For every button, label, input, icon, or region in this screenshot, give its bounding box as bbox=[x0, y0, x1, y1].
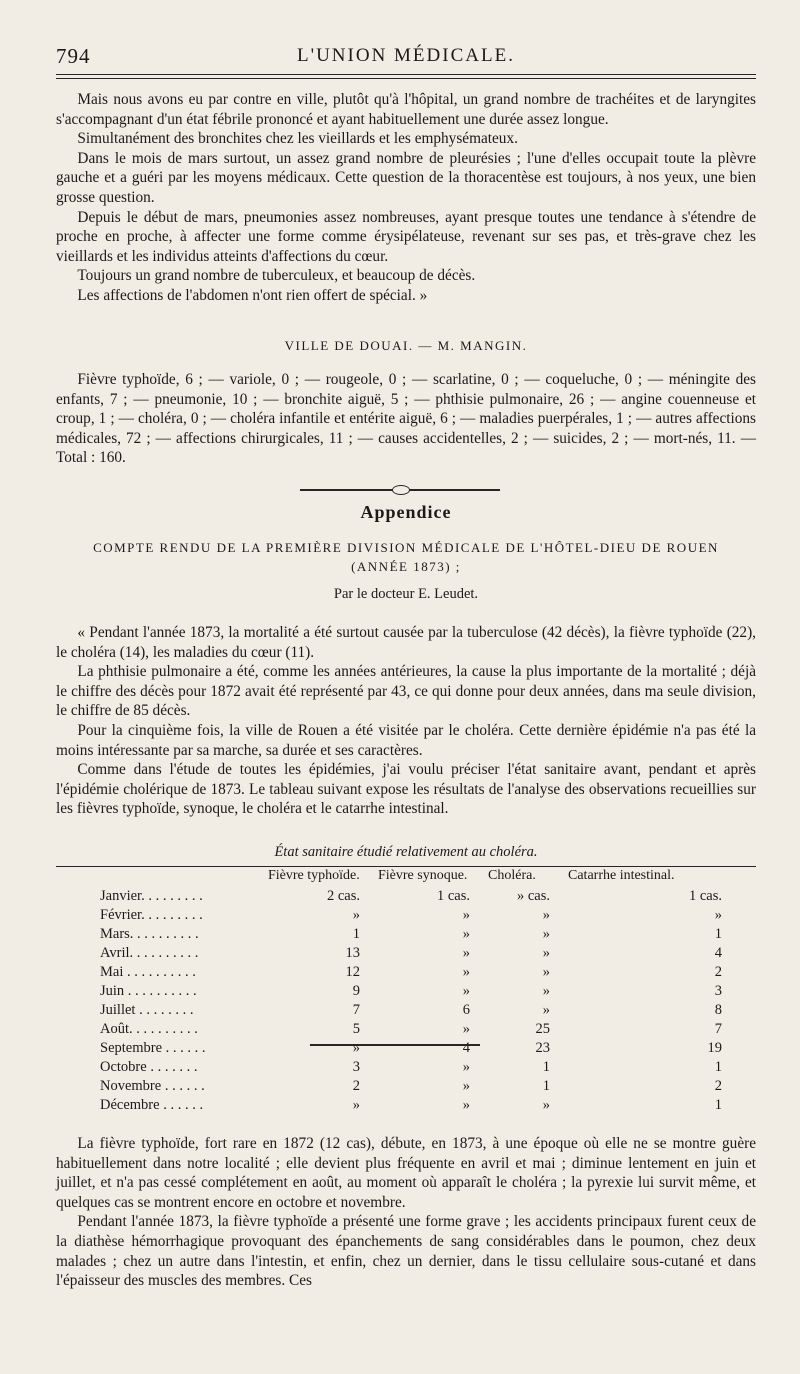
value-cell: 2 bbox=[714, 1078, 722, 1094]
value-cell: » bbox=[352, 1040, 360, 1056]
paragraph: Simultanément des bronchites chez les vieillards et les emphysémateux. bbox=[77, 130, 518, 148]
value-cell: 1 bbox=[542, 1078, 550, 1094]
table-decor-rule bbox=[310, 1044, 480, 1046]
value-cell: 1 bbox=[352, 926, 360, 942]
month-cell: Avril. . . . . . . . . . bbox=[100, 945, 199, 961]
table-row bbox=[100, 1020, 740, 1039]
value-cell: 7 bbox=[352, 1002, 360, 1018]
value-cell: 6 bbox=[462, 1002, 470, 1018]
paragraph: Pendant l'année 1873, la fièvre typhoïde a présenté une forme grave ; les accidents principaux furent ceux de la diathèse hémorrhagique provoquant des épanchements de sang considérables dans le poumon, chez deux malades ; chez un autre dans l'intestin, et enfin, chez un dernier, dans le tissu cellulaire sous-cutané et dans l'épaisseur des muscles des membres. Ces bbox=[56, 1213, 756, 1290]
page-header bbox=[56, 44, 756, 70]
paragraph: « Pendant l'année 1873, la mortalité a été surtout causée par la tuberculose (42 décès), la fièvre typhoïde (22), le choléra (14), les maladies du cœur (11). bbox=[56, 624, 756, 661]
douai-heading: VILLE DE DOUAI. — M. MANGIN. bbox=[284, 338, 528, 353]
value-cell: » bbox=[542, 964, 550, 980]
table-top-rule bbox=[56, 866, 756, 867]
month-cell: Juillet . . . . . . . . bbox=[100, 1002, 194, 1018]
value-cell: 2 bbox=[714, 964, 722, 980]
paragraph: Pour la cinquième fois, la ville de Rouen a été visitée par le choléra. Cette dernière épidémie n'a pas été la moins intéressante par sa marche, sa durée et ses caractères. bbox=[56, 721, 756, 759]
month-cell: Janvier. . . . . . . . . bbox=[100, 888, 203, 904]
paragraph: Toujours un grand nombre de tuberculeux, et beaucoup de décès. bbox=[77, 267, 476, 285]
header-cell: Fièvre synoque. bbox=[378, 868, 468, 883]
value-cell: 1 cas. bbox=[436, 888, 470, 904]
appendix-subtitle: COMPTE RENDU DE LA PREMIÈRE DIVISION MÉDICALE DE L'HÔTEL-DIEU DE ROUEN bbox=[93, 540, 719, 555]
value-cell: 1 bbox=[714, 1097, 722, 1113]
table-caption: État sanitaire étudié relativement au choléra. bbox=[274, 844, 538, 860]
appendix-title: Appendice bbox=[360, 502, 452, 522]
stats-table bbox=[100, 868, 740, 1115]
month-cell: Novembre . . . . . . bbox=[100, 1078, 205, 1094]
table-row bbox=[100, 1058, 740, 1077]
value-cell: 3 bbox=[714, 983, 722, 999]
value-cell: » bbox=[542, 983, 550, 999]
table-row bbox=[100, 963, 740, 982]
value-cell: » bbox=[542, 1097, 550, 1113]
value-cell: 5 bbox=[352, 1021, 360, 1037]
value-cell: 1 bbox=[714, 926, 722, 942]
value-cell: » bbox=[462, 926, 470, 942]
value-cell: » bbox=[714, 907, 722, 923]
value-cell: » bbox=[352, 1097, 360, 1113]
table-row bbox=[100, 944, 740, 963]
running-title: L'UNION MÉDICALE. bbox=[297, 45, 515, 66]
header-rule bbox=[56, 74, 756, 75]
value-cell: 25 bbox=[535, 1021, 550, 1037]
value-cell: » bbox=[462, 983, 470, 999]
value-cell: » bbox=[542, 926, 550, 942]
value-cell: » bbox=[542, 945, 550, 961]
value-cell: » bbox=[462, 1059, 470, 1075]
table-row bbox=[100, 1096, 740, 1115]
table-header-row bbox=[100, 868, 740, 887]
header-cell: Catarrhe intestinal. bbox=[568, 868, 675, 883]
table-row bbox=[100, 906, 740, 925]
value-cell: 9 bbox=[352, 983, 360, 999]
top-text bbox=[56, 90, 756, 306]
value-cell: 1 bbox=[714, 1059, 722, 1075]
table-row bbox=[100, 925, 740, 944]
header-rule-thin bbox=[56, 78, 756, 79]
month-cell: Septembre . . . . . . bbox=[100, 1040, 206, 1056]
table-row bbox=[100, 1001, 740, 1020]
value-cell: 3 bbox=[352, 1059, 360, 1075]
month-cell: Décembre . . . . . . bbox=[100, 1097, 204, 1113]
value-cell: 2 cas. bbox=[326, 888, 360, 904]
value-cell: 2 bbox=[352, 1078, 360, 1094]
month-cell: Février. . . . . . . . . bbox=[100, 907, 203, 923]
value-cell: » cas. bbox=[516, 888, 550, 904]
appendix-text bbox=[56, 623, 756, 819]
value-cell: 4 bbox=[714, 945, 722, 961]
value-cell: 4 bbox=[462, 1040, 470, 1056]
value-cell: 7 bbox=[714, 1021, 722, 1037]
page-number: 794 bbox=[56, 44, 91, 68]
month-cell: Août. . . . . . . . . . bbox=[100, 1021, 198, 1037]
value-cell: 13 bbox=[345, 945, 360, 961]
paragraph: Depuis le début de mars, pneumonies assez nombreuses, ayant presque toutes une tendance à s'étendre de proche en proche, à affecter une forme comme érysipélateuse, revenant sur ses pas, et très-grave chez les vieillards et les individus atteints d'affections du cœur. bbox=[56, 208, 756, 265]
value-cell: 12 bbox=[345, 964, 360, 980]
value-cell: 23 bbox=[535, 1040, 550, 1056]
value-cell: 1 cas. bbox=[688, 888, 722, 904]
douai-stats bbox=[56, 370, 756, 468]
header-cell: Fièvre typhoïde. bbox=[268, 868, 360, 883]
table-row bbox=[100, 887, 740, 906]
paragraph: Les affections de l'abdomen n'ont rien offert de spécial. » bbox=[77, 286, 428, 304]
paragraph: Mais nous avons eu par contre en ville, plutôt qu'à l'hôpital, un grand nombre de trachéites et de laryngites s'accompagnant d'un état fébrile prononcé et ayant habituellement une durée assez longue. bbox=[56, 91, 756, 128]
value-cell: » bbox=[462, 907, 470, 923]
value-cell: » bbox=[542, 1002, 550, 1018]
paragraph: La fièvre typhoïde, fort rare en 1872 (12 cas), débute, en 1873, à une époque où elle ne se montre guère habituellement dans notre localité ; elle devient plus fréquente en avril et mai ; diminue lentement en juin et juillet, et n'a pas cessé complétement en août, au moment où apparaît le choléra ; la pyrexie lui survit même, et quelques cas se montrent encore en octobre et novembre. bbox=[56, 1135, 756, 1211]
month-cell: Mars. . . . . . . . . . bbox=[100, 926, 199, 942]
value-cell: 8 bbox=[714, 1002, 722, 1018]
appendix-author: Par le docteur E. Leudet. bbox=[333, 586, 479, 602]
value-cell: » bbox=[462, 945, 470, 961]
paragraph: La phthisie pulmonaire a été, comme les années antérieures, la cause la plus importante de la mortalité ; déjà le chiffre des décès pour 1872 avait été représenté par 43, ce qui donne pour deux années, dans ma seule division, le chiffre de 85 décès. bbox=[56, 663, 756, 720]
month-cell: Juin . . . . . . . . . . bbox=[100, 983, 197, 999]
paragraph: Comme dans l'étude de toutes les épidémies, j'ai voulu préciser l'état sanitaire avant, pendant et après l'épidémie cholérique de 1873. Le tableau suivant expose les résultats de l'analyse des observations recueillies sur les fièvres typhoïde, synoque, le choléra et le catarrhe intestinal. bbox=[56, 761, 756, 818]
value-cell: » bbox=[462, 964, 470, 980]
table-row bbox=[100, 1039, 740, 1058]
table-row bbox=[100, 1077, 740, 1096]
paragraph: Dans le mois de mars surtout, un assez grand nombre de pleurésies ; l'une d'elles occupait toute la plèvre gauche et a guéri par les moyens médicaux. Cette question de la thoracentèse est toujours, à nos yeux, une bien grosse question. bbox=[56, 149, 756, 206]
closing-text bbox=[56, 1134, 756, 1291]
value-cell: » bbox=[462, 1097, 470, 1113]
value-cell: » bbox=[352, 907, 360, 923]
ornament-divider bbox=[300, 486, 500, 494]
value-cell: 19 bbox=[707, 1040, 722, 1056]
appendix-year: (ANNÉE 1873) ; bbox=[351, 559, 461, 574]
month-cell: Octobre . . . . . . . bbox=[100, 1059, 198, 1075]
month-cell: Mai . . . . . . . . . . bbox=[100, 964, 196, 980]
douai-paragraph: Fièvre typhoïde, 6 ; — variole, 0 ; — rougeole, 0 ; — scarlatine, 0 ; — coqueluche, 0 ; — méningite des enfants, 7 ; — pneumonie, 10 ; — bronchite aiguë, 5 ; — phthisie pulmonaire, 26 ; — angine couenneuse et croup, 1 ; — choléra, 0 ; — choléra infantile et entérite aiguë, 6 ; — maladies puerpérales, 1 ; — autres affections médicales, 72 ; — affections chirurgicales, 11 ; — causes accidentelles, 2 ; — suicides, 2 ; — mort-nés, 11. — Total : 160. bbox=[56, 371, 756, 467]
value-cell: » bbox=[542, 907, 550, 923]
table-row bbox=[100, 982, 740, 1001]
header-cell bbox=[100, 868, 268, 887]
value-cell: 1 bbox=[542, 1059, 550, 1075]
value-cell: » bbox=[462, 1078, 470, 1094]
header-cell: Choléra. bbox=[488, 868, 536, 883]
value-cell: » bbox=[462, 1021, 470, 1037]
